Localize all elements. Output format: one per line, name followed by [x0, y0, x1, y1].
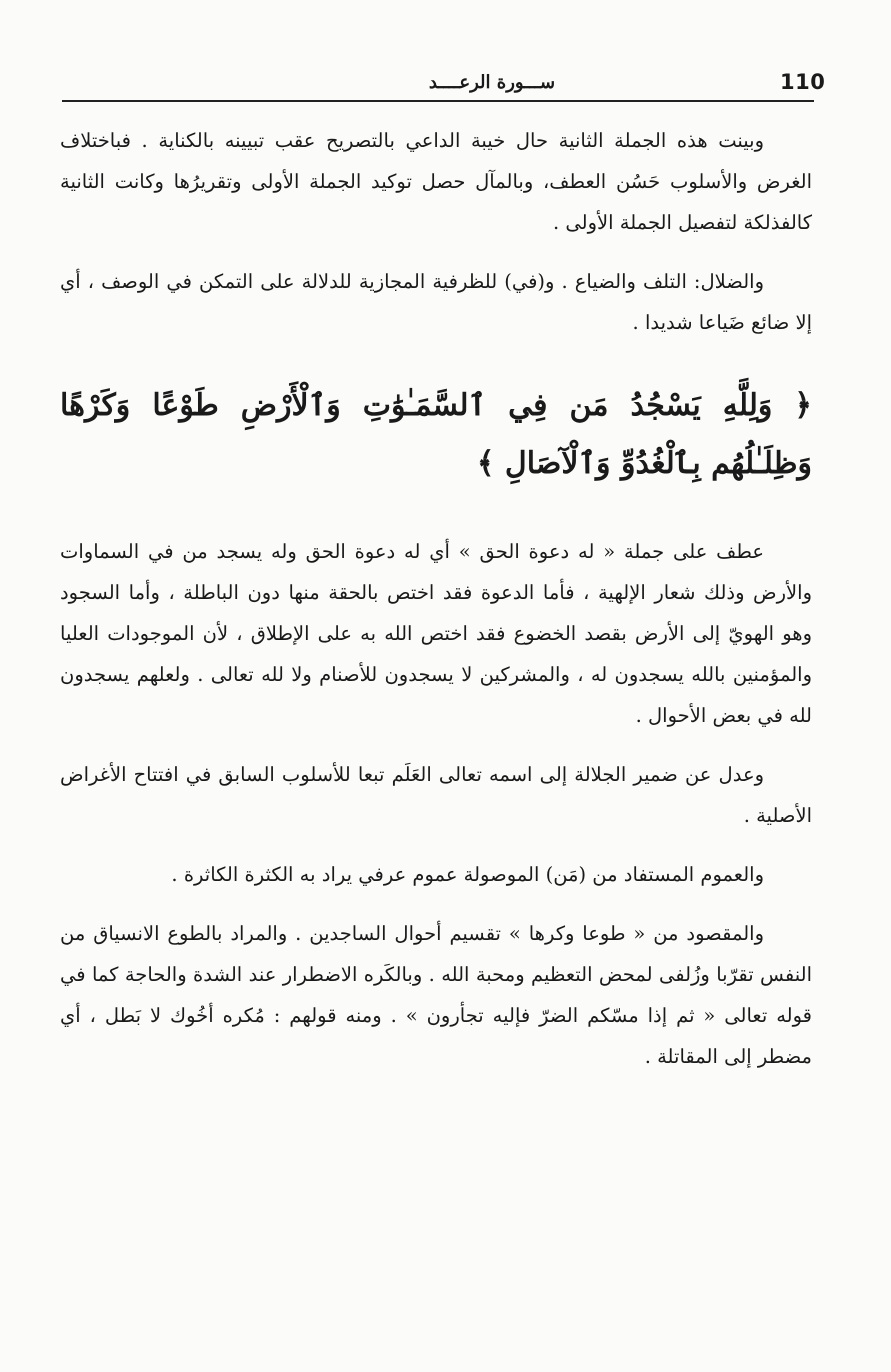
page-number: 110 — [780, 70, 826, 94]
header-rule — [62, 100, 814, 102]
page-header — [62, 64, 826, 104]
paragraph-1: وبينت هذه الجملة الثانية حال خيبة الداعي بالتصريح عقب تبيينه بالكناية . فباختلاف الغرض والأسلوب حَسُن العطف، وبالمآل حصل توكيد الجملة الأولى وتقريرُها وكانت الثانية كالفذلكة لتفصيل الجملة الأولى . — [60, 129, 812, 234]
page-body — [60, 120, 812, 1095]
paragraph-4: وعدل عن ضمير الجلالة إلى اسمه تعالى العَلَم تبعا للأسلوب السابق في افتتاح الأغراض الأصلية . — [60, 763, 812, 827]
quran-verse: ﴿ وَلِلَّهِ يَسْجُدُ مَن فِي ٱلسَّمَـٰوَٰتِ وَٱلْأَرْضِ طَوْعًا وَكَرْهًا وَظِلَـٰلُهُم بِٱلْغُدُوِّ وَٱلْآصَالِ ﴾ — [60, 388, 812, 481]
paragraph-6: والمقصود من « طوعا وكرها » تقسيم أحوال الساجدين . والمراد بالطوع الانسياق من النفس تقرّبا وزُلفى لمحض التعظيم ومحبة الله . وبالكَره الاضطرار عند الشدة والحاجة كما في قوله تعالى « ثم إذا مسّكم الضرّ فإليه تجأرون » . ومنه قولهم : مُكره أخُوك لا بَطل ، أي مضطر إلى المقاتلة . — [60, 922, 812, 1068]
paragraph-5: والعموم المستفاد من (مَن) الموصولة عموم عرفي يراد به الكثرة الكاثرة . — [171, 863, 764, 886]
running-title: ســـورة الرعــــد — [428, 72, 556, 93]
paragraph-2: والضلال: التلف والضياع . و(في) للظرفية المجازية للدلالة على التمكن في الوصف ، أي إلا ضائع ضَياعا شديدا . — [60, 270, 812, 334]
paragraph-3: عطف على جملة « له دعوة الحق » أي له دعوة الحق وله يسجد من في السماوات والأرض وذلك شعار الإلهية ، فأما الدعوة فقد اختص بالحقة منها دون الباطلة ، وأما السجود وهو الهويّ إلى الأرض بقصد الخضوع فقد اختص الله به على الإطلاق ، لأن الموجودات العليا والمؤمنين بالله يسجدون له ، والمشركين لا يسجدون للأصنام ولا لله تعالى . ولعلهم يسجدون لله في بعض الأحوال . — [60, 540, 812, 727]
